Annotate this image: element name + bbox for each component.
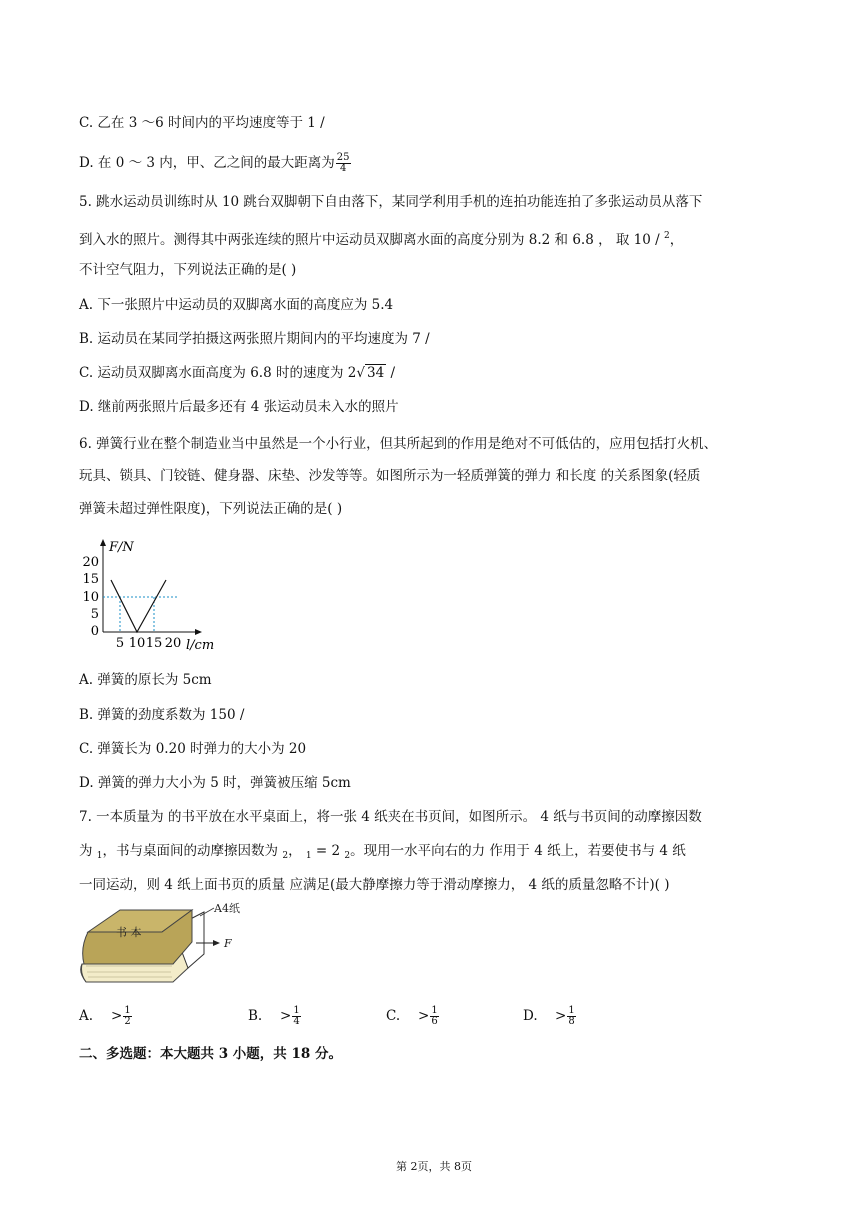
fraction-numerator: 1: [568, 1005, 575, 1016]
q5-option-c-unit: /: [386, 365, 396, 381]
option-letter: D.: [523, 1008, 538, 1024]
book-title: 书 本: [116, 926, 142, 939]
sqrt-sign: √: [356, 365, 365, 381]
q6-stem-line2: 玩具、锁具、门铰链、健身器、床垫、沙发等等。如图所示为一轻质弹簧的弹力 和长度 的关系图象(轻质: [79, 468, 701, 484]
fraction-denominator: 8: [568, 1016, 575, 1027]
q7-text: 。现用一水平向右的力 作用于 4 纸上，若要使书与 4 纸: [350, 843, 686, 859]
fraction-numerator: 1: [293, 1005, 300, 1016]
x-tick-label: 15: [145, 636, 163, 651]
force-label: F: [224, 937, 232, 950]
q4-option-d-fraction: [336, 153, 351, 174]
q7-stem-line2: [79, 842, 686, 865]
q7-option-a: [79, 1006, 132, 1027]
superscript: 2: [664, 231, 670, 241]
y-tick-label: 15: [82, 572, 99, 587]
q7-option-b: [248, 1006, 301, 1027]
x-tick-label: 20: [164, 636, 182, 651]
q5-option-a: A. 下一张照片中运动员的双脚离水面的高度应为 5.4: [79, 297, 394, 313]
q6-option-a: A. 弹簧的原长为 5cm: [79, 672, 212, 688]
x-tick-label: 5: [115, 636, 125, 651]
subscript: 2: [282, 851, 289, 861]
q7-text: ，书与桌面间的动摩擦因数为: [102, 843, 283, 859]
q5-stem-line2: [79, 227, 683, 249]
fraction-denominator: 6: [431, 1016, 438, 1027]
q5-option-c-text: C. 运动员双脚离水面高度为 6.8 时的速度为 2: [79, 365, 357, 381]
q6-option-c: C. 弹簧长为 0.20 时弹力的大小为 20: [79, 741, 307, 757]
q7-stem-line3: 一同运动，则 4 纸上面书页的质量 应满足(最大静摩擦力等于滑动摩擦力， 4 纸的质量忽略不计)( ): [79, 877, 670, 893]
option-letter: A.: [79, 1008, 94, 1024]
q4-option-d-text: D. 在 0 ～ 3 内，甲、乙之间的最大距离为: [79, 155, 335, 171]
q7-text: = 2: [311, 843, 345, 859]
q5-stem-line2-end: ，: [669, 232, 684, 248]
page-footer: 第 2页，共 8页: [396, 1160, 472, 1173]
q5-stem-line3: 不计空气阻力，下列说法正确的是( ): [79, 262, 297, 278]
fraction-numerator: 1: [124, 1005, 131, 1016]
option-relation: >: [555, 1008, 567, 1024]
fraction-numerator: 25: [336, 152, 350, 163]
option-fraction: [292, 1006, 300, 1027]
subscript: 1: [96, 851, 103, 861]
y-tick-label: 20: [82, 555, 99, 570]
fraction-denominator: 4: [339, 163, 347, 174]
q5-option-d: D. 继前两张照片后最多还有 4 张运动员未入水的照片: [79, 399, 399, 415]
q6-stem-line1: 6. 弹簧行业在整个制造业当中虽然是一个小行业，但其所起到的作用是绝对不可低估的，应用包括打火机、: [79, 436, 718, 452]
q6-option-b: B. 弹簧的劲度系数为 150 /: [79, 707, 245, 723]
q5-stem-line1: 5. 跳水运动员训练时从 10 跳台双脚朝下自由落下，某同学利用手机的连拍功能连拍了多张运动员从落下: [79, 194, 703, 210]
fraction-denominator: 2: [124, 1016, 131, 1027]
option-letter: B.: [248, 1008, 263, 1024]
section-heading-multiple-choice: 二、多选题：本大题共 3 小题，共 18 分。: [79, 1046, 342, 1062]
y-tick-label: 5: [90, 607, 99, 622]
force-arrow-head: [213, 940, 220, 946]
subscript: 2: [344, 851, 351, 861]
option-letter: C.: [386, 1008, 401, 1024]
x-axis-label: l/cm: [186, 638, 215, 653]
y-tick-label: 0: [90, 624, 99, 639]
force-length-curve: [111, 580, 166, 632]
q7-text: 为: [79, 843, 97, 859]
a4-label-leader: [200, 908, 214, 916]
option-relation: >: [111, 1008, 123, 1024]
option-fraction: [430, 1006, 438, 1027]
q4-option-c: C. 乙在 3 ～6 时间内的平均速度等于 1 /: [79, 115, 325, 131]
y-axis-label: F/N: [109, 540, 134, 555]
book-a4-illustration: [78, 902, 268, 987]
sqrt-radicand: 34: [366, 365, 385, 381]
option-fraction: [567, 1006, 575, 1027]
q7-stem-line1: 7. 一本质量为 的书平放在水平桌面上，将一张 4 纸夹在书页间，如图所示。 4 纸与书页间的动摩擦因数: [79, 809, 702, 825]
spring-force-graph: [80, 535, 230, 655]
q7-option-c: [386, 1006, 439, 1027]
x-tick-label: 10: [128, 636, 146, 651]
q6-option-d: D. 弹簧的弹力大小为 5 时，弹簧被压缩 5cm: [79, 775, 351, 791]
option-fraction: [123, 1006, 131, 1027]
fraction-numerator: 1: [431, 1005, 438, 1016]
fraction-denominator: 4: [293, 1016, 300, 1027]
q7-text: ，: [288, 843, 306, 859]
q7-option-d: [523, 1006, 576, 1027]
q5-option-b: B. 运动员在某同学拍摄这两张照片期间内的平均速度为 7 /: [79, 331, 430, 347]
option-relation: >: [418, 1008, 430, 1024]
x-axis-arrow: [195, 629, 202, 635]
q6-stem-line3: 弹簧未超过弹性限度)，下列说法正确的是( ): [79, 501, 343, 517]
q5-stem-line2-text: 到入水的照片。测得其中两张连续的照片中运动员双脚离水面的高度分别为 8.2 和 6.8 ， 取 10 /: [79, 232, 664, 248]
q5-option-c: [79, 364, 395, 382]
subscript: 1: [305, 851, 312, 861]
a4-label: A4纸: [214, 902, 240, 915]
y-axis-arrow: [100, 539, 106, 546]
q4-option-d: [79, 153, 351, 174]
option-relation: >: [280, 1008, 292, 1024]
y-tick-label: 10: [82, 590, 99, 605]
